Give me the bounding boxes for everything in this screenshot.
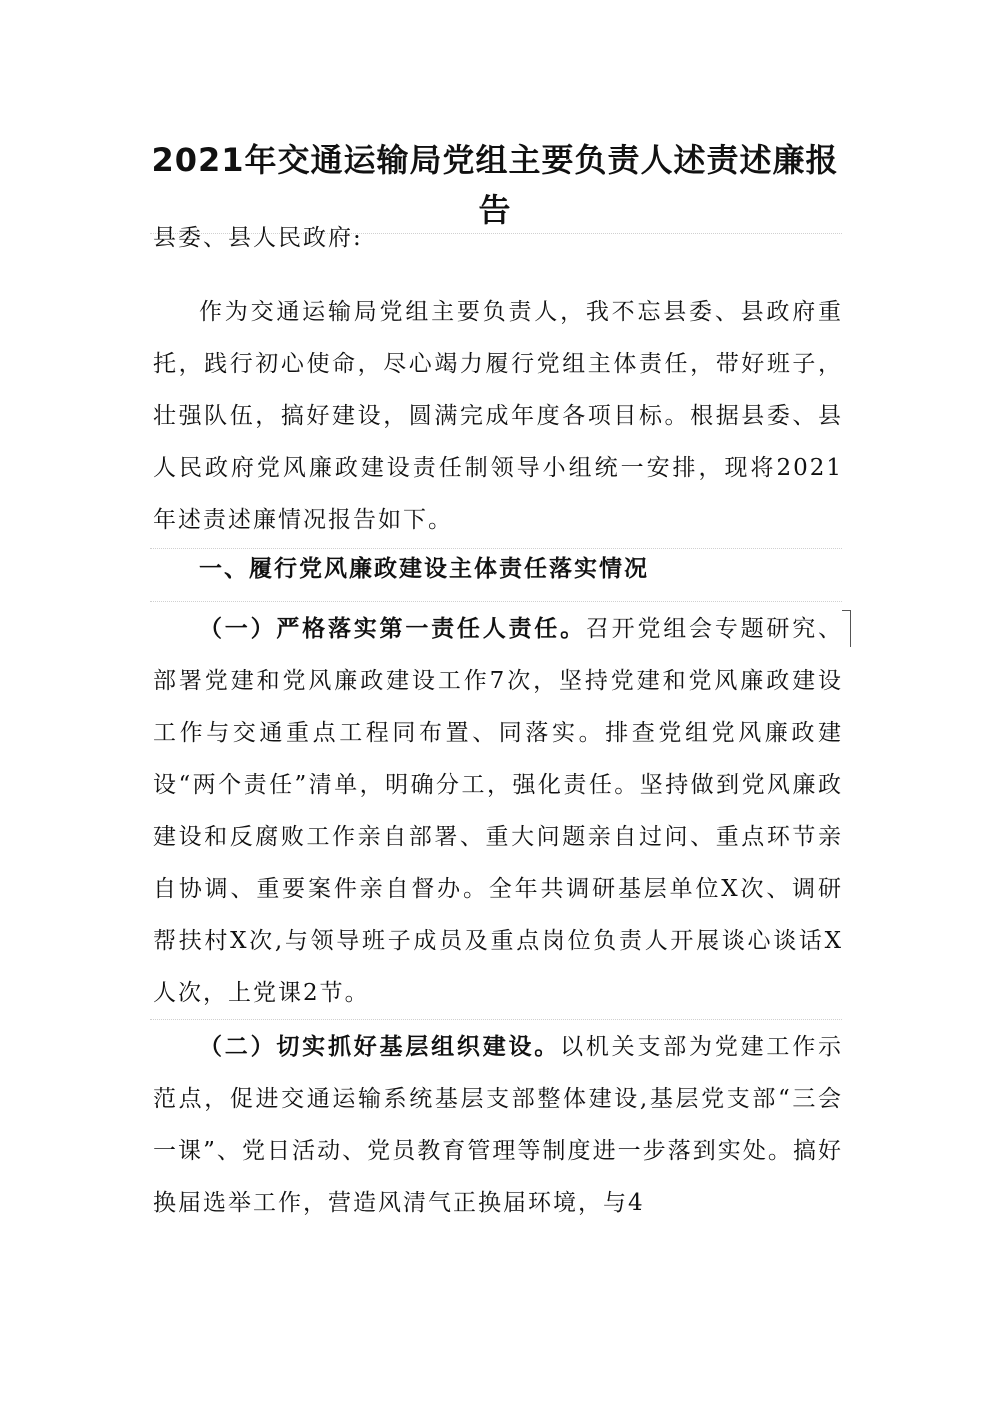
revision-mark — [842, 610, 851, 647]
divider — [150, 601, 842, 602]
item-1-body: 召开党组会专题研究、部署党建和党风廉政建设工作7次，坚持党建和党风廉政建设工作与交通重点工程同布置、同落实。排查党组党风廉政建设“两个责任”清单，明确分工，强化责任。坚持做到党风廉政建设和反腐败工作亲自部署、重大问题亲自过问、重点环节亲自协调、重要案件亲自督办。全年共调研基层单位X次、调研帮扶村X次,与领导班子成员及重点岗位负责人开展谈心谈话X人次，上党课2节。 — [153, 616, 844, 1006]
item-2-paragraph — [153, 1021, 843, 1229]
section-heading: 一、履行党风廉政建设主体责任落实情况 — [199, 556, 649, 582]
document-title: 2021年交通运输局党组主要负责人述责述廉报告 — [151, 141, 839, 229]
item-2-body: 以机关支部为党建工作示范点，促进交通运输系统基层支部整体建设,基层党支部“三会一课”、党日活动、党员教育管理等制度进一步落到实处。搞好换届选举工作，营造风清气正换届环境，与4 — [153, 1034, 844, 1216]
divider — [150, 1019, 842, 1020]
salutation: 县委、县人民政府: — [153, 225, 363, 251]
item-2-lead: （二）切实抓好基层组织建设。 — [199, 1034, 561, 1060]
intro-paragraph: 作为交通运输局党组主要负责人，我不忘县委、县政府重托，践行初心使命，尽心竭力履行党组主体责任，带好班子，壮强队伍，搞好建设，圆满完成年度各项目标。根据县委、县人民政府党风廉政建设责任制领导小组统一安排，现将2021年述责述廉情况报告如下。 — [153, 299, 843, 533]
item-1-paragraph — [153, 603, 843, 1019]
item-1-lead: （一）严格落实第一责任人责任。 — [199, 616, 586, 642]
divider — [150, 548, 842, 549]
